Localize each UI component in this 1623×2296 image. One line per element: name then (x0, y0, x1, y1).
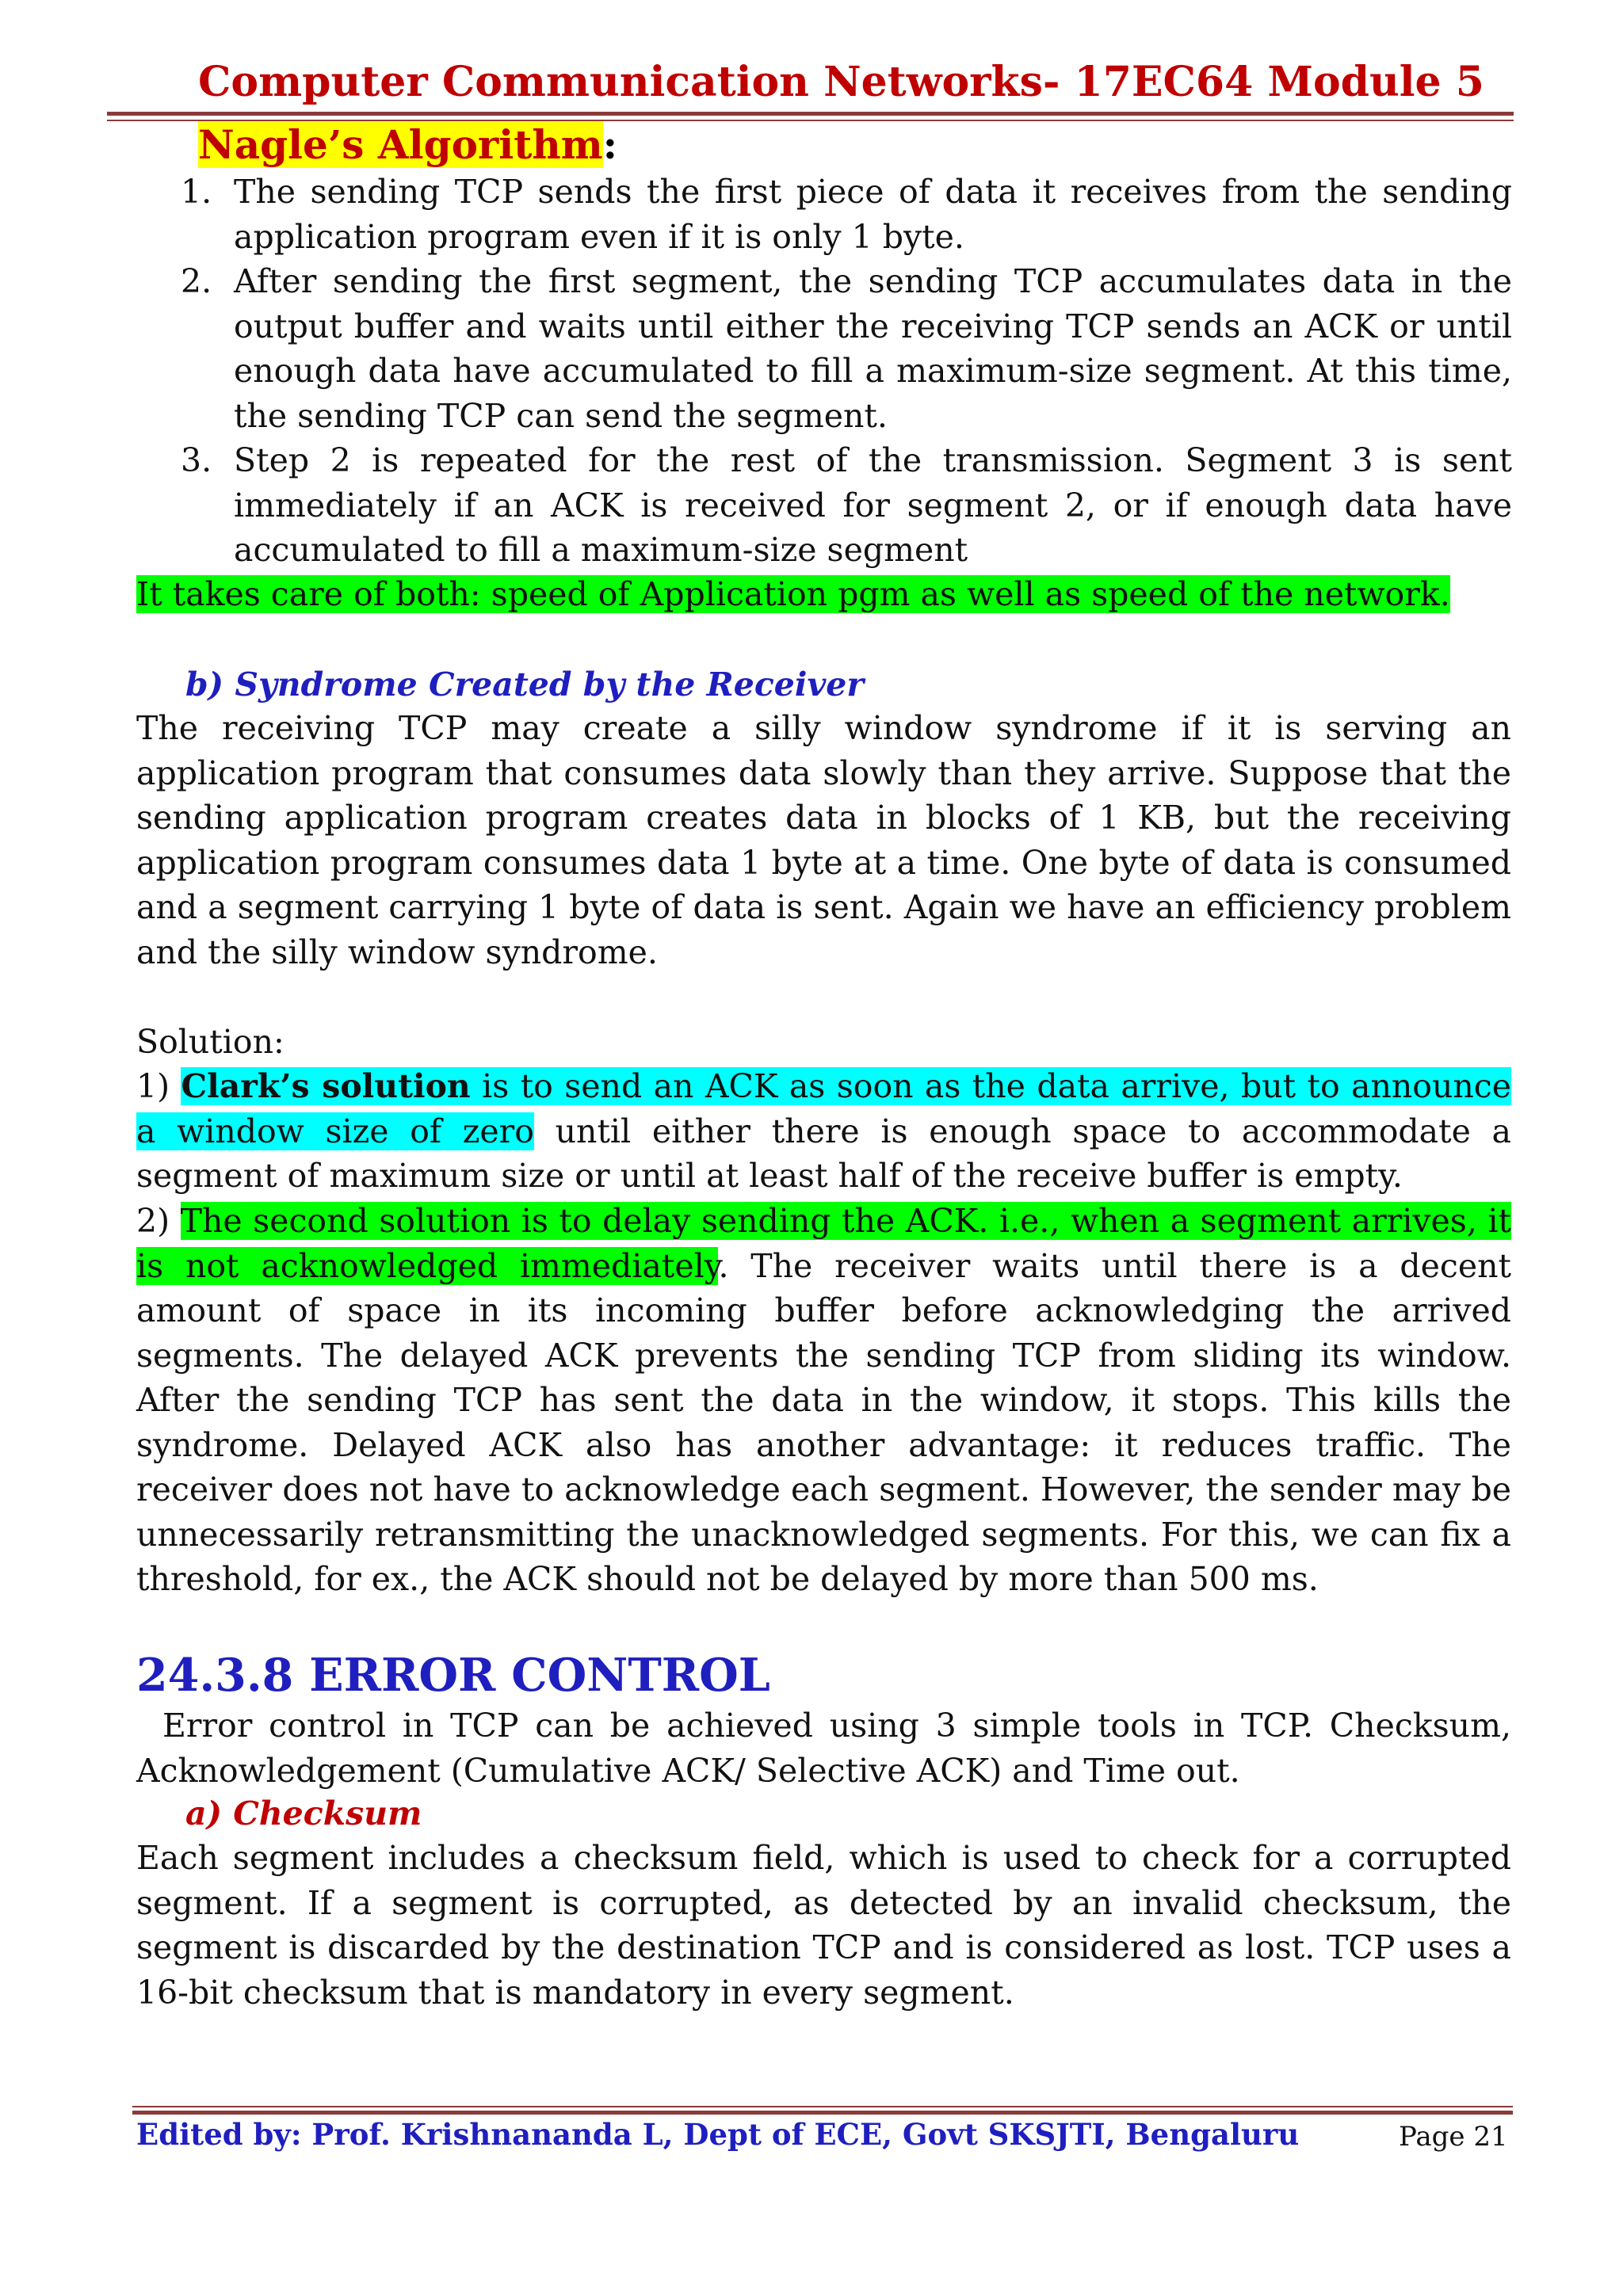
receiver-syndrome-paragraph: The receiving TCP may create a silly window syndrome if it is serving an application program that consumes data slowly than they arrive. Suppose that the sending application program creates data in blocks of 1 KB, but the receiving application program consumes data 1 byte at a time. One byte of data is consumed and a segment carrying 1 byte of data is sent. Again we have an efficiency problem and the silly window syndrome. (136, 709, 1511, 971)
solution-two-highlight: The second solution is to delay sending the ACK. i.e., when a segment arrives, it is not acknowledged immediately (136, 1202, 1511, 1285)
solution-one-number: 1) (136, 1067, 181, 1105)
page-header-title: Computer Communication Networks- 17EC64 Module 5 (198, 58, 1484, 106)
list-item (181, 438, 1512, 573)
footer-divider-thin (132, 2106, 1513, 2107)
footer-page-number: Page 21 (1399, 2121, 1508, 2153)
list-item-text: After sending the first segment, the sending TCP accumulates data in the output buffer and waits until either the receiving TCP sends an ACK or until enough data have accumulated to fill a maximum-size segment. At this time, the sending TCP can send the segment. (234, 262, 1512, 435)
list-item (181, 170, 1512, 259)
footer-editor-credit: Edited by: Prof. Krishnananda L, Dept of ECE, Govt SKSJTI, Bengaluru (136, 2117, 1300, 2152)
solution-two-rest: . The receiver waits until there is a decent amount of space in its incoming buffer before acknowledging the arrived segments. The delayed ACK prevents the sending TCP from sliding its window. After the sending TCP has sent the data in the window, it stops. This kills the syndrome. Delayed ACK also has another advantage: it reduces traffic. The receiver does not have to acknowledge each segment. However, the sender may be unnecessarily retransmitting the unacknowledged segments. For this, we can fix a threshold, for ex., the ACK should not be delayed by more than 500 ms. (136, 1246, 1511, 1598)
nagle-steps-list (181, 170, 1512, 573)
solution-two-number: 2) (136, 1202, 181, 1240)
header-divider-thick (107, 112, 1514, 116)
solution-one-rest: until either there is enough space to accommodate a segment of maximum size or until at least half of the receive buffer is empty. (136, 1112, 1511, 1195)
nagle-heading-colon: : (602, 121, 618, 168)
nagle-summary (136, 572, 1450, 617)
list-item-text: Step 2 is repeated for the rest of the transmission. Segment 3 is sent immediately if an ACK is received for segment 2, or if enough data have accumulated to fill a maximum-size segment (234, 441, 1512, 569)
nagle-heading-text: Nagle’s Algorithm (198, 121, 603, 168)
error-control-intro: Error control in TCP can be achieved using 3 simple tools in TCP. Checksum, Acknowledgement (Cumulative ACK/ Selective ACK) and Time out. (136, 1707, 1511, 1790)
clarks-solution-label: Clark’s solution (181, 1067, 471, 1105)
nagle-summary-text: It takes care of both: speed of Application pgm as well as speed of the network. (136, 575, 1450, 613)
list-item-text: The sending TCP sends the first piece of data it receives from the sending application program even if it is only 1 byte. (234, 173, 1512, 256)
solution-one-paragraph (136, 1064, 1511, 1199)
solution-label: Solution: (136, 1023, 285, 1061)
checksum-heading: a) Checksum (185, 1794, 422, 1833)
list-item (181, 259, 1512, 438)
receiver-syndrome-heading: b) Syndrome Created by the Receiver (185, 666, 864, 704)
error-control-heading: 24.3.8 ERROR CONTROL (136, 1649, 770, 1702)
nagle-heading (198, 120, 617, 170)
list-item-number: 1. (181, 173, 212, 211)
list-item-number: 2. (181, 262, 212, 300)
list-item-number: 3. (181, 441, 212, 479)
checksum-paragraph: Each segment includes a checksum field, which is used to check for a corrupted segment. If a segment is corrupted, as detected by an invalid checksum, the segment is discarded by the destination TCP and is considered as lost. TCP uses a 16-bit checksum that is mandatory in every segment. (136, 1839, 1511, 2012)
solution-two-paragraph (136, 1199, 1511, 1602)
solution-one-highlight-text: is to send an ACK as soon as the data arrive, but to announce a window size of zero (136, 1067, 1511, 1150)
